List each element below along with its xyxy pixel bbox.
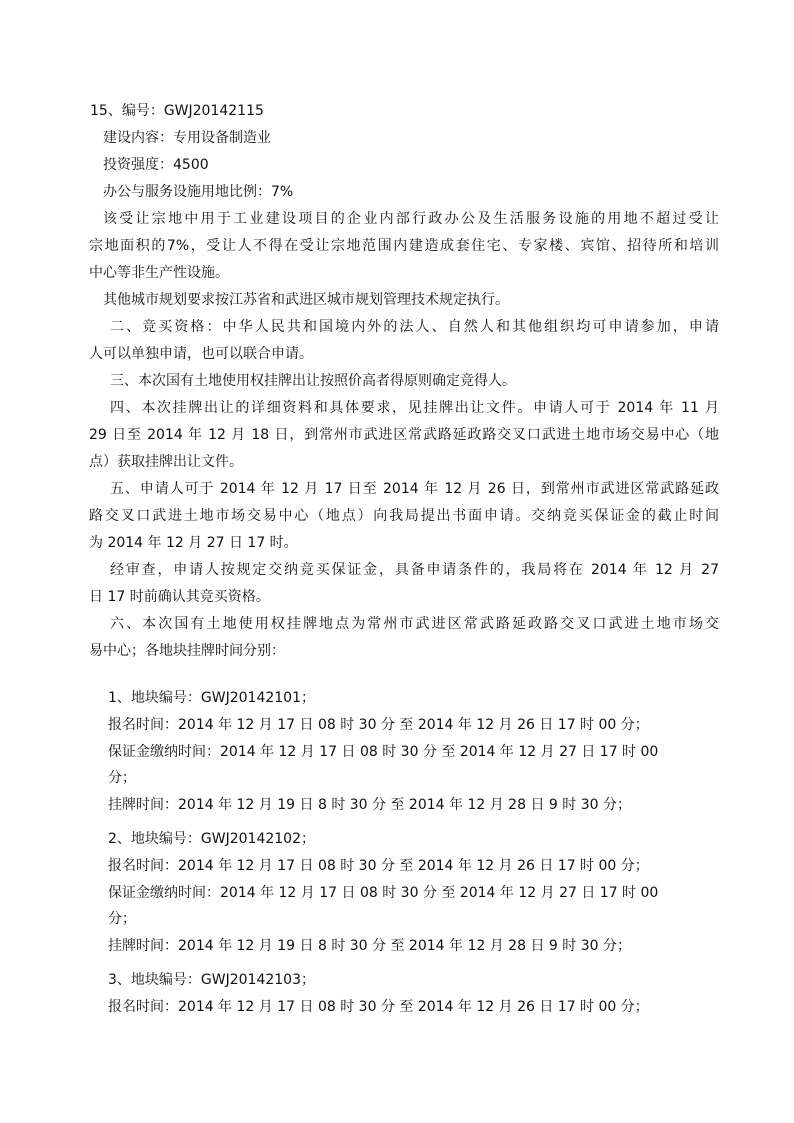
plot1-listing: 挂牌时间：2014 年 12 月 19 日 8 时 30 分 至 2014 年 12 月 28 日 9 时 30 分； <box>108 797 631 813</box>
plot3-title: 3、地块编号：GWJ20142103； <box>108 972 315 988</box>
item15-note-line1: 该受让宗地中用于工业建设项目的企业内部行政办公及生活服务设施的用地不超过受让 <box>103 211 719 227</box>
section4-line2: 29 日至 2014 年 12 月 18 日，到常州市武进区常武路延政路交叉口武进土地市场交易中心（地 <box>89 427 719 443</box>
plot2-registration: 报名时间：2014 年 12 月 17 日 08 时 30 分 至 2014 年 12 月 26 日 17 时 00 分； <box>108 858 649 874</box>
section6-line1: 六、本次国有土地使用权挂牌地点为常州市武进区常武路延政路交叉口武进土地市场交 <box>110 616 719 632</box>
item15-number: 15、编号：GWJ20142115 <box>90 103 264 119</box>
section5-line2: 路交叉口武进土地市场交易中心（地点）向我局提出书面申请。交纳竞买保证金的截止时间 <box>89 508 719 524</box>
item15-construction: 建设内容：专用设备制造业 <box>103 130 271 146</box>
plot3-registration: 报名时间：2014 年 12 月 17 日 08 时 30 分 至 2014 年 12 月 26 日 17 时 00 分； <box>108 999 649 1015</box>
section2-line1: 二、竞买资格：中华人民共和国境内外的法人、自然人和其他组织均可申请参加，申请 <box>110 319 719 335</box>
plot2-listing: 挂牌时间：2014 年 12 月 19 日 8 时 30 分 至 2014 年 12 月 28 日 9 时 30 分； <box>108 938 631 954</box>
item15-investment: 投资强度：4500 <box>103 157 209 173</box>
item15-office-ratio: 办公与服务设施用地比例：7% <box>103 184 294 200</box>
plot1-deposit-cont: 分； <box>108 770 136 786</box>
plot1-title: 1、地块编号：GWJ20142101； <box>108 690 315 706</box>
review-line2: 日 17 时前确认其竞买资格。 <box>89 589 270 605</box>
section6-line2: 易中心；各地块挂牌时间分别： <box>89 643 285 659</box>
item15-note-line3: 中心等非生产性设施。 <box>89 265 229 281</box>
section3-line1: 三、本次国有土地使用权挂牌出让按照价高者得原则确定竞得人。 <box>110 373 516 389</box>
section5-line1: 五、申请人可于 2014 年 12 月 17 日至 2014 年 12 月 26 日，到常州市武进区常武路延政 <box>110 481 719 497</box>
review-line1: 经审查，申请人按规定交纳竞买保证金，具备申请条件的，我局将在 2014 年 12 月 27 <box>110 562 719 578</box>
plot2-title: 2、地块编号：GWJ20142102； <box>108 831 315 847</box>
item15-note-line2: 宗地面积的7%，受让人不得在受让宗地范围内建造成套住宅、专家楼、宾馆、招待所和培训 <box>89 238 719 254</box>
section4-line1: 四、本次挂牌出让的详细资料和具体要求，见挂牌出让文件。申请人可于 2014 年 11 月 <box>110 400 719 416</box>
item15-other-requirements: 其他城市规划要求按江苏省和武进区城市规划管理技术规定执行。 <box>103 292 509 308</box>
plot2-deposit-cont: 分； <box>108 911 136 927</box>
section4-line3: 点）获取挂牌出让文件。 <box>89 454 243 470</box>
plot1-registration: 报名时间：2014 年 12 月 17 日 08 时 30 分 至 2014 年 12 月 26 日 17 时 00 分； <box>108 717 649 733</box>
plot1-deposit: 保证金缴纳时间：2014 年 12 月 17 日 08 时 30 分 至 2014 年 12 月 27 日 17 时 00 <box>108 744 659 760</box>
section5-line3: 为 2014 年 12 月 27 日 17 时。 <box>89 535 298 551</box>
section2-line2: 人可以单独申请，也可以联合申请。 <box>89 346 313 362</box>
plot2-deposit: 保证金缴纳时间：2014 年 12 月 17 日 08 时 30 分 至 2014 年 12 月 27 日 17 时 00 <box>108 885 659 901</box>
